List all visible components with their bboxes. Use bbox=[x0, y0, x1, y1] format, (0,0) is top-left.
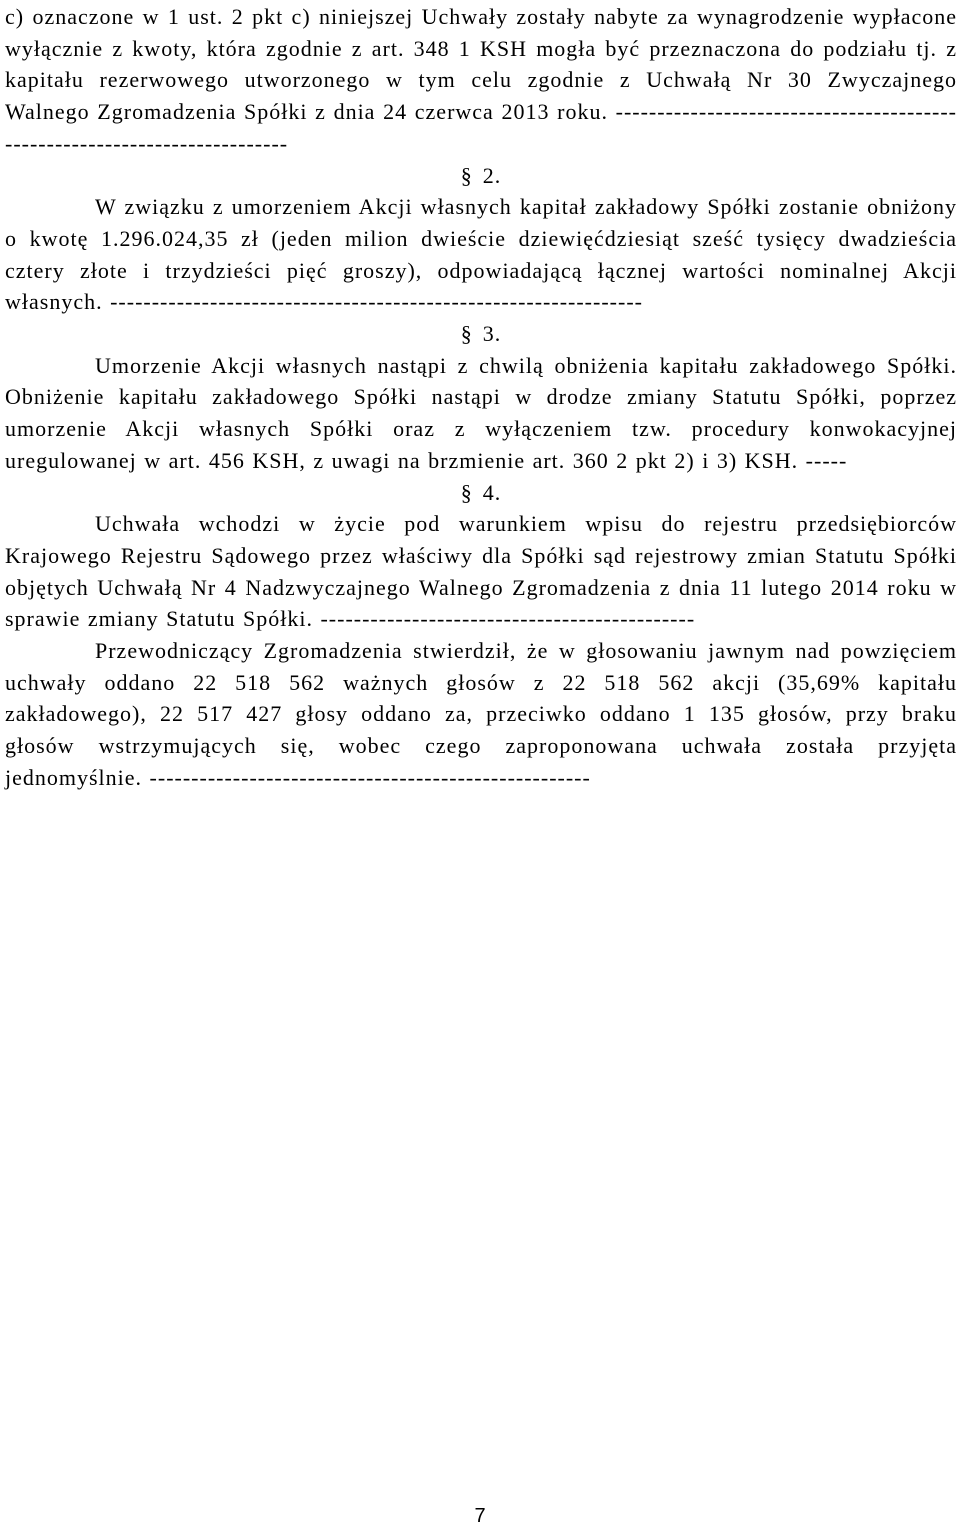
section-symbol-icon: § bbox=[460, 321, 473, 347]
section-3-number: 3. bbox=[482, 321, 502, 347]
section-3-heading bbox=[5, 318, 957, 350]
paragraph-5: Przewodniczący Zgromadzenia stwierdził, że w głosowaniu jawnym nad powzięciem uchwały oddano 22 518 562 ważnych głosów z 22 518 562 akcji (35,69% kapitału zakładowego), 22 517 427 głosy oddano za, przeciwko oddano 1 135 głosów, przy braku głosów wstrzymujących się, wobec czego zaproponowana uchwała została przyjęta jednomyślnie. ----------------------------------------------------- bbox=[5, 638, 957, 790]
section-2-number: 2. bbox=[482, 162, 502, 188]
section-symbol-icon: § bbox=[460, 479, 473, 505]
paragraph-4: Uchwała wchodzi w życie pod warunkiem wpisu do rejestru przedsiębiorców Krajowego Rejestru Sądowego przez właściwy dla Spółki sąd rejestrowy zmian Statutu Spółki objętych Uchwałą Nr 4 Nadzwyczajnego Walnego Zgromadzenia z dnia 11 lutego 2014 roku w sprawie zmiany Statutu Spółki. --------------------------------------------- bbox=[5, 511, 957, 632]
section-4-number: 4. bbox=[482, 479, 502, 505]
document-page bbox=[5, 0, 957, 794]
paragraph-1: c) oznaczone w 1 ust. 2 pkt c) niniejszej Uchwały zostały nabyte za wynagrodzenie wypłacone wyłącznie z kwoty, która zgodnie z art. 348 1 KSH mogła być przeznaczona do podziału tj. z kapitału rezerwowego utworzonego w tym celu zgodnie z Uchwałą Nr 30 Zwyczajnego Walnego Zgromadzenia Spółki z dnia 24 czerwca 2013 roku. --------------------------------------------------------------------------- bbox=[5, 4, 957, 156]
paragraph-2: W związku z umorzeniem Akcji własnych kapitał zakładowy Spółki zostanie obniżony o kwotę 1.296.024,35 zł (jeden milion dwieście dziewięćdziesiąt sześć tysięcy dwadzieścia cztery złote i trzydzieści pięć groszy), odpowiadającą łącznej wartości nominalnej Akcji własnych. ---------------------------------------------------------------- bbox=[5, 194, 957, 315]
section-4-heading bbox=[5, 477, 957, 509]
paragraph-3: Umorzenie Akcji własnych nastąpi z chwilą obniżenia kapitału zakładowego Spółki. Obniżenie kapitału zakładowego Spółki nastąpi w drodze zmiany Statutu Spółki, poprzez umorzenie Akcji własnych Spółki oraz z wyłączeniem tzw. procedury konwokacyjnej uregulowanej w art. 456 KSH, z uwagi na brzmienie art. 360 2 pkt 2) i 3) KSH. ----- bbox=[5, 352, 957, 473]
section-2-heading bbox=[5, 160, 957, 192]
page-number: 7 bbox=[474, 1505, 486, 1527]
section-symbol-icon: § bbox=[460, 162, 473, 188]
